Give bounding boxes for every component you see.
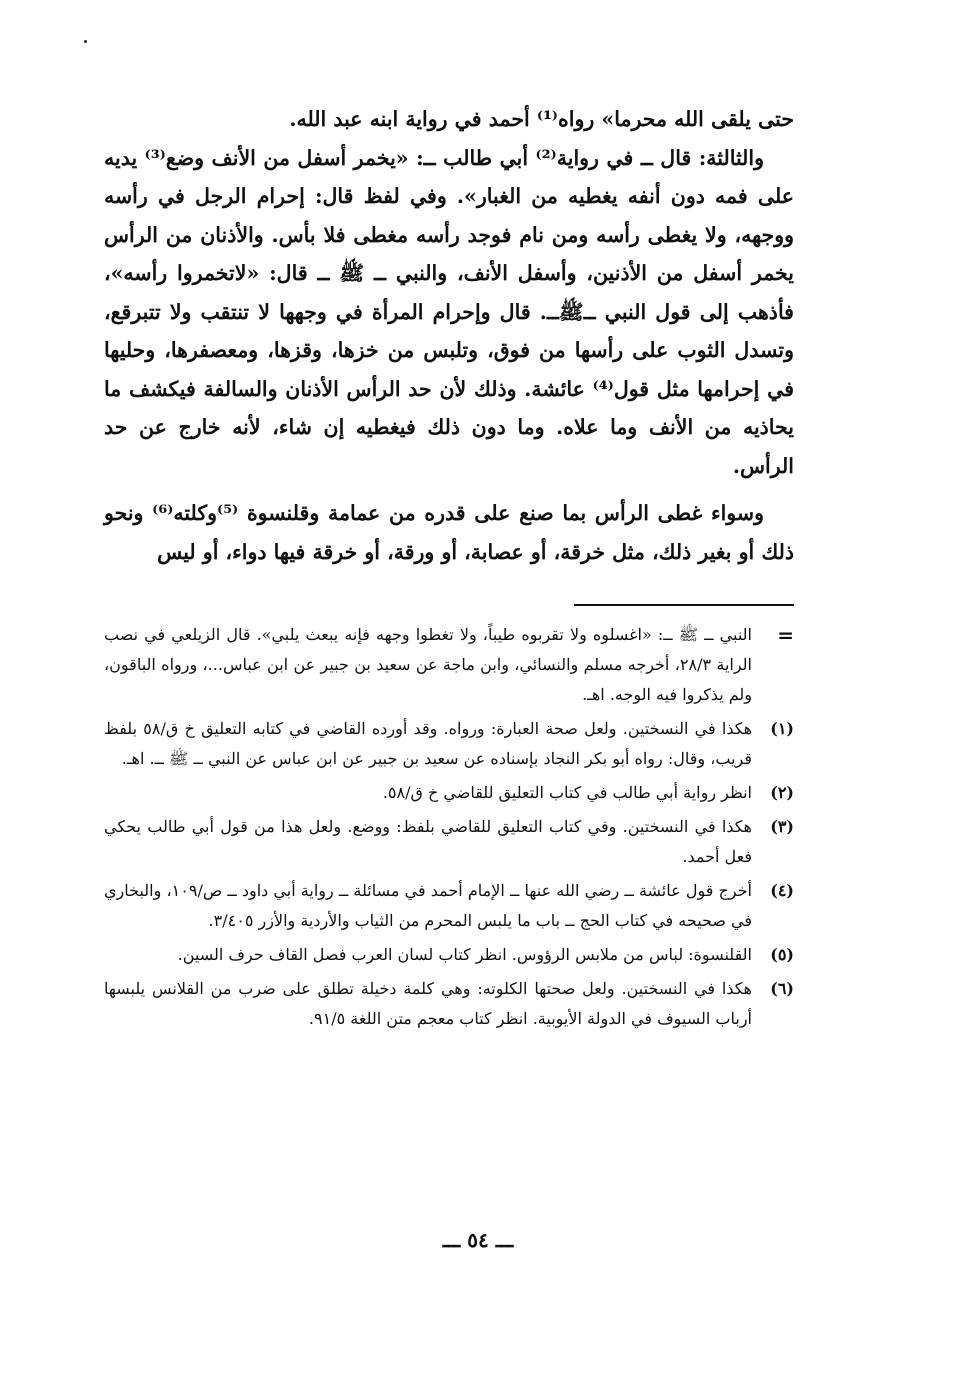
footnote-text: أخرج قول عائشة ــ رضي الله عنها ــ الإمام أحمد في مسائلة ــ رواية أبي داود ــ ص/١٠٩، والبخاري في صحيحه في كتاب الحج ــ باب ما يلبس المحرم من الثياب والأردية والأزر ٣/٤٠٥. — [104, 881, 753, 930]
footnotes-section — [104, 620, 794, 1038]
footnote-5 — [104, 940, 794, 970]
scan-speck — [84, 40, 87, 43]
footnote-number: (٦) — [770, 979, 794, 998]
footnote-text: انظر رواية أبي طالب في كتاب التعليق للقاضي خ ق/٥٨. — [382, 783, 752, 802]
footnote-text: القلنسوة: لباس من ملابس الرؤوس. انظر كتاب لسان العرب فصل القاف حرف السين. — [177, 945, 752, 964]
footnote-number: (١) — [770, 719, 794, 738]
footnote-number: (٣) — [770, 817, 794, 836]
paragraph-3: وسواء غطى الرأس بما صنع على قدره من عمامة وقلنسوة ⁽⁵⁾وكلته⁽⁶⁾ ونحو ذلك أو بغير ذلك، مثل خرقة، أو عصابة، أو ورقة، أو خرقة فيها دواء، أو ليس — [104, 501, 794, 564]
paragraph-1: حتى يلقى الله محرما» رواه⁽¹⁾ أحمد في رواية ابنه عبد الله. — [289, 107, 794, 131]
footnote-text: هكذا في النسختين. ولعل صحة العبارة: ورواه. وقد أورده القاضي في كتابه التعليق خ ق/٥٨ بلفظ قريب، وقال: رواه أبو بكر النجاد بإسناده عن سعيد بن جبير عن ابن عباس عن النبي ــ ﷺ ــ. اهـ. — [104, 719, 753, 768]
footnote-2 — [104, 778, 794, 808]
footnote-continuation-text: النبي ــ ﷺ ــ: «اغسلوه ولا تقربوه طيباً، ولا تغطوا وجهه فإنه يبعث يلبي». قال الزيلعي في نصب الراية ٢٨/٣، أخرجه مسلم والنسائي، وابن ماجة عن سعيد بن جبير عن ابن عباس...، ورواه الباقون، ولم يذكروا فيه الوجه. اهـ. — [104, 625, 753, 704]
footnote-1 — [104, 714, 794, 774]
main-text-body — [104, 100, 794, 571]
footnote-separator — [574, 604, 794, 606]
page-number: ـــ ٥٤ ـــ — [442, 1228, 514, 1252]
footnote-text: هكذا في النسختين. وفي كتاب التعليق للقاضي بلفظ: ووضع. ولعل هذا من قول أبي طالب يحكي فعل أحمد. — [104, 817, 752, 866]
paragraph-2: والثالثة: قال ــ في رواية⁽²⁾ أبي طالب ــ: «يخمر أسفل من الأنف وضع⁽³⁾ يديه على فمه دون أنفه يغطيه من الغبار». وفي لفظ قال: إحرام الرجل في رأسه ووجهه، ولا يغطى رأسه ومن نام فوجد رأسه مغطى فلا بأس. والأذنان من الرأس يخمر أسفل من الأذنين، وأسفل الأنف، والنبي ــ ﷺ ــ قال: «لاتخمروا رأسه»، فأذهب إلى قول النبي ــﷺــ. قال وإحرام المرأة في وجهها لا تنتقب ولا تتبرقع، وتسدل الثوب على رأسها من فوق، وتلبس من خزها، وقزها، ومعصفرها، وحليها في إحرامها مثل قول⁽⁴⁾ عائشة. وذلك لأن حد الرأس الأذنان والسالفة فيكشف ما يحاذيه من الأنف وما علاه. وما دون ذلك فيغطيه إن شاء، لأنه خارج عن حد الرأس. — [104, 145, 794, 478]
footnote-text: هكذا في النسختين. ولعل صحتها الكلوته: وهي كلمة دخيلة تطلق على ضرب من القلانس يلبسها أرباب السيوف في الدولة الأيوبية. انظر كتاب معجم متن اللغة ٩١/٥. — [104, 979, 752, 1028]
footnote-3 — [104, 812, 794, 872]
footnote-continuation — [104, 620, 794, 710]
footnote-number: (٤) — [770, 881, 794, 900]
footnote-4 — [104, 876, 794, 936]
footnote-6 — [104, 974, 794, 1034]
footnote-number: (٥) — [770, 945, 794, 964]
continuation-mark: = — [777, 623, 794, 647]
footnote-number: (٢) — [770, 783, 794, 802]
